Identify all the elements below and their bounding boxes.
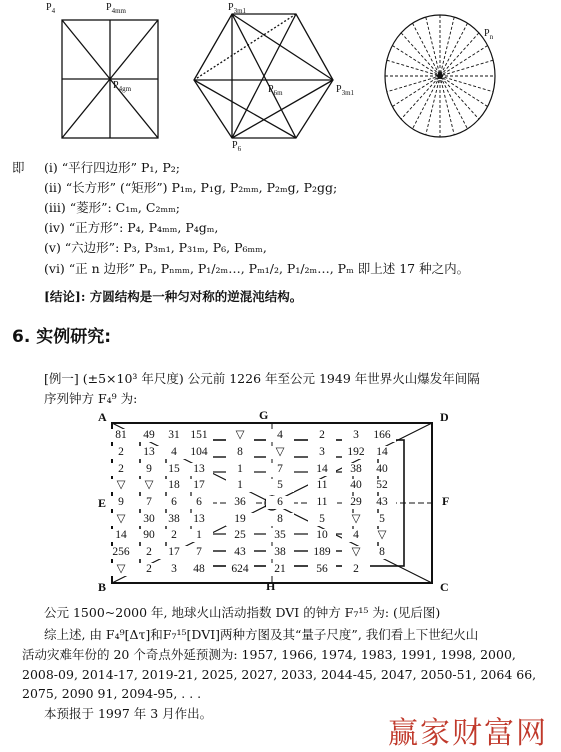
grid-cell: 6 [185,496,213,509]
grid-cell: 2 [160,529,188,542]
grid-cell: 81 [107,429,135,442]
section-title: 6. 实例研究: [12,327,112,347]
grid-cell: 9 [135,463,163,476]
grid-cell: 3 [308,446,336,459]
list-item: (v) “六边形”: P₃, P₃ₘ₁, P₃₁ₘ, P₆, P₆ₘₘ, [44,240,267,255]
grid-cell: 11 [308,479,336,492]
watermark: 赢家财富网 [388,716,548,751]
label-p4: $P_4$ [46,2,56,15]
body-line: 本预报于 1997 年 3 月作出。 [44,706,213,721]
grid-cell: 1 [226,479,254,492]
grid-cell: 8 [226,446,254,459]
corner-E: E [98,496,107,510]
list-item: (iii) “菱形”: C₁ₘ, C₂ₘₘ; [44,200,180,215]
grid-cell: ▽ [342,513,370,526]
grid-cell: 43 [368,496,396,509]
grid-cell: 7 [266,463,294,476]
grid-cell: 192 [342,446,370,459]
grid-cell: 2 [342,563,370,576]
grid-cell: 2 [135,546,163,559]
grid-cell: ▽ [107,563,135,576]
grid-cell: ▽ [368,529,396,542]
square-figure [62,20,158,138]
grid-cell: 25 [226,529,254,542]
label-pn: $P_n$ [484,28,494,41]
example-line: [例一] (±5×10³ 年尺度) 公元前 1226 年至公元 1949 年世界火山爆发年间隔 [44,371,480,386]
grid-cell: 7 [135,496,163,509]
grid-cell: 8 [266,513,294,526]
grid-cell: 2 [135,563,163,576]
grid-cell: 624 [226,563,254,576]
grid-cell: 13 [185,463,213,476]
grid-cell: 35 [266,529,294,542]
grid-cell: 13 [185,513,213,526]
grid-cell: 151 [185,429,213,442]
grid-cell: 40 [342,479,370,492]
list-lead: 即 [12,160,25,175]
grid-cell: 14 [308,463,336,476]
list-item: (ii) “长方形” (“矩形”) P₁ₘ, P₁g, P₂ₘₘ, P₂ₘg, P₂gg; [44,180,338,195]
label-p3m1-right: $P_{3m1}$ [336,84,355,97]
grid-cell: 13 [135,446,163,459]
grid-cell: 5 [368,513,396,526]
label-p6: $P_6$ [232,140,242,153]
grid-cell: 14 [368,446,396,459]
example-line: 序列钟方 F₄⁹ 为: [44,391,138,406]
grid-cell: 21 [266,563,294,576]
grid-cell: 38 [160,513,188,526]
grid-cell: 90 [135,529,163,542]
grid-cell: 1 [226,463,254,476]
grid-cell: 38 [342,463,370,476]
grid-cell: 5 [308,513,336,526]
label-p4gm: $P_{4gm}$ [113,80,132,93]
grid-cell: 6 [266,496,294,509]
corner-H: H [266,579,276,593]
grid-cell: ▽ [342,546,370,559]
grid-cell: 49 [135,429,163,442]
grid-cell: 52 [368,479,396,492]
corner-A: A [98,410,107,424]
symmetry-figures [0,0,561,160]
corner-D: D [440,410,449,424]
corner-B: B [98,580,107,594]
grid-cell: 2 [107,446,135,459]
grid-cell: 15 [160,463,188,476]
hexagon-figure [194,14,333,138]
grid-cell: 19 [226,513,254,526]
grid-cell: 104 [185,446,213,459]
grid-cell: 43 [226,546,254,559]
grid-cell: 10 [308,529,336,542]
grid-cell: 11 [308,496,336,509]
label-p3m1-top: $P_{3m1}$ [228,2,247,15]
grid-cell: 166 [368,429,396,442]
body-line: 2075, 2090 91, 2094-95, . . . [22,686,202,701]
grid-cell: 3 [342,429,370,442]
grid-cell: 56 [308,563,336,576]
grid-cell: 48 [185,563,213,576]
list-item: (vi) “正 n 边形” Pₙ, Pₙₘₘ, P₁/₂ₘ…, Pₘ₁/₂, P₁/₂ₘ…, Pₘ 即上述 17 种之内。 [44,261,470,276]
grid-cell: 17 [160,546,188,559]
grid-cell: ▽ [107,513,135,526]
grid-cell: 4 [342,529,370,542]
grid-cell: 2 [308,429,336,442]
grid-cell: 30 [135,513,163,526]
label-p6m: $P_{6m}$ [268,84,283,97]
grid-cell: ▽ [107,479,135,492]
grid-cell: 7 [185,546,213,559]
grid-cell: 4 [160,446,188,459]
grid-cell: 9 [107,496,135,509]
grid-cell: 29 [342,496,370,509]
grid-cell: 36 [226,496,254,509]
grid-cell: 5 [266,479,294,492]
grid-cell: 1 [185,529,213,542]
grid-cell: 14 [107,529,135,542]
label-p4mm: $P_{4mm}$ [106,2,126,15]
grid-cell: 40 [368,463,396,476]
grid-cell: 256 [107,546,135,559]
grid-cell: 31 [160,429,188,442]
grid-cell: 3 [160,563,188,576]
grid-cell: 38 [266,546,294,559]
grid-cell: ▽ [226,429,254,442]
corner-F: F [442,494,450,508]
grid-cell: 4 [266,429,294,442]
grid-cell: 17 [185,479,213,492]
body-line: 综上述, 由 F₄⁹[Δτ]和F₇¹⁵[DVI]两种方图及其“量子尺度”, 我们看上下世纪火山 [44,627,479,642]
grid-cell: 6 [160,496,188,509]
grid-cell: 18 [160,479,188,492]
corner-G: G [259,408,269,422]
body-line: 2008-09, 2014-17, 2019-21, 2025, 2027, 2033, 2044-45, 2047, 2050-51, 2064 66, [22,667,537,682]
grid-cell: ▽ [266,446,294,459]
list-item: (i) “平行四边形” P₁, P₂; [44,160,180,175]
corner-C: C [440,580,449,594]
body-line: 活动灾难年份的 20 个奇点外延预测为: 1957, 1966, 1974, 1983, 1991, 1998, 2000, [22,647,516,662]
grid-cell: 8 [368,546,396,559]
body-line: 公元 1500~2000 年, 地球火山活动指数 DVI 的钟方 F₇¹⁵ 为: (见后图) [44,605,441,620]
grid-cell: 2 [107,463,135,476]
grid-cell: ▽ [135,479,163,492]
grid-cell: 189 [308,546,336,559]
list-item: (iv) “正方形”: P₄, P₄ₘₘ, P₄gₘ, [44,220,219,235]
conclusion: [结论]: 方圆结构是一种匀对称的逆混沌结构。 [44,289,303,304]
